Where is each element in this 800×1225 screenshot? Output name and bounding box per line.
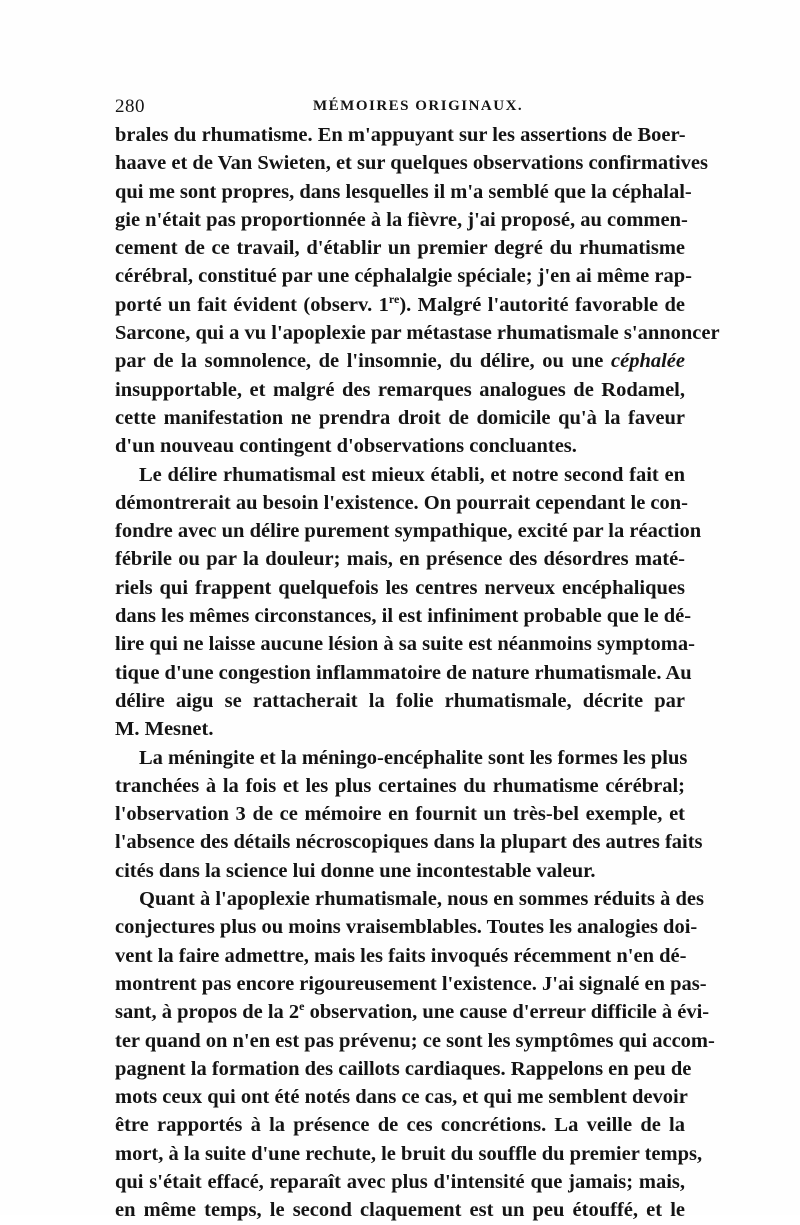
text-fragment: ). Malgré l'autorité favorable de: [399, 293, 685, 316]
text-line: riels qui frappent quelquefois les centres nerveux encéphaliques: [115, 576, 685, 599]
text-line: conjectures plus ou moins vraisemblables. Toutes les analogies doi-: [115, 916, 698, 939]
text-line: cérébral, constitué par une céphalalgie spéciale; j'en ai même rap-: [115, 265, 692, 288]
text-line: fébrile ou par la douleur; mais, en présence des désordres maté-: [115, 548, 685, 571]
text-line: Quant à l'apoplexie rhumatismale, nous en sommes réduits à des: [139, 888, 704, 911]
text-line: cités dans la science lui donne une incontestable valeur.: [115, 859, 596, 882]
text-fragment: sant, à propos de la 2: [115, 1001, 300, 1024]
text-line: délire aigu se rattacherait la folie rhumatismale, décrite par: [115, 689, 685, 712]
text-line: cement de ce travail, d'établir un premier degré du rhumatisme: [115, 237, 685, 260]
text-line: [115, 347, 685, 375]
text-line: Le délire rhumatismal est mieux établi, et notre second fait en: [139, 463, 685, 486]
text-line: gie n'était pas proportionnée à la fièvre, j'ai proposé, au commen-: [115, 208, 688, 231]
page-number: 280: [115, 96, 145, 117]
text-line: être rapportés à la présence de ces concrétions. La veille de la: [115, 1114, 685, 1137]
text-line: insupportable, et malgré des remarques analogues de Rodamel,: [115, 378, 685, 401]
text-line: mort, à la suite d'une rechute, le bruit du souffle du premier temps,: [115, 1142, 703, 1165]
text-line: Sarcone, qui a vu l'apoplexie par métastase rhumatismale s'annoncer: [115, 322, 720, 345]
text-line: ter quand on n'en est pas prévenu; ce sont les symptômes qui accom-: [115, 1029, 715, 1052]
text-line: vent la faire admettre, mais les faits invoqués récemment n'en dé-: [115, 944, 687, 967]
text-line: pagnent la formation des caillots cardiaques. Rappelons en peu de: [115, 1057, 692, 1080]
text-line: d'un nouveau contingent d'observations concluantes.: [115, 435, 577, 458]
running-title: MÉMOIRES ORIGINAUX.: [313, 98, 524, 114]
text-line: [115, 998, 710, 1026]
text-line: La méningite et la méningo-encéphalite sont les formes les plus: [139, 746, 688, 769]
text-line: montrent pas encore rigoureusement l'existence. J'ai signalé en pas-: [115, 972, 707, 995]
text-line: en même temps, le second claquement est un peu étouffé, et le: [115, 1199, 685, 1222]
text-line: qui s'était effacé, reparaît avec plus d'intensité que jamais; mais,: [115, 1170, 685, 1193]
text-line: l'observation 3 de ce mémoire en fournit un très-bel exemple, et: [115, 803, 685, 826]
text-line: cette manifestation ne prendra droit de domicile qu'à la faveur: [115, 406, 685, 429]
text-line: tranchées à la fois et les plus certaines du rhumatisme cérébral;: [115, 774, 685, 797]
italic-word: céphalée: [611, 350, 685, 373]
text-fragment: porté un fait évident (observ. 1: [115, 293, 389, 316]
text-line: haave et de Van Swieten, et sur quelques observations confirmatives: [115, 152, 708, 175]
body-text: [115, 121, 720, 1225]
text-fragment: observation, une cause d'erreur difficile à évi-: [304, 1001, 710, 1024]
text-line: l'absence des détails nécroscopiques dans la plupart des autres faits: [115, 831, 703, 854]
superscript: e: [299, 999, 305, 1014]
text-line: [115, 291, 685, 319]
text-line: M. Mesnet.: [115, 718, 214, 741]
text-fragment: par de la somnolence, de l'insomnie, du délire, ou une: [115, 350, 611, 373]
text-line: démontrerait au besoin l'existence. On pourrait cependant le con-: [115, 491, 689, 514]
text-line: fondre avec un délire purement sympathique, excité par la réaction: [115, 520, 702, 543]
text-line: lire qui ne laisse aucune lésion à sa suite est néanmoins symptoma-: [115, 633, 695, 656]
text-line: qui me sont propres, dans lesquelles il m'a semblé que la céphalal-: [115, 180, 692, 203]
text-line: tique d'une congestion inflammatoire de nature rhumatismale. Au: [115, 661, 692, 684]
superscript: re: [388, 291, 400, 306]
text-line: mots ceux qui ont été notés dans ce cas, et qui me semblent devoir: [115, 1086, 688, 1109]
text-line: brales du rhumatisme. En m'appuyant sur les assertions de Boer-: [115, 124, 686, 146]
text-line: dans les mêmes circonstances, il est infiniment probable que le dé-: [115, 605, 692, 628]
